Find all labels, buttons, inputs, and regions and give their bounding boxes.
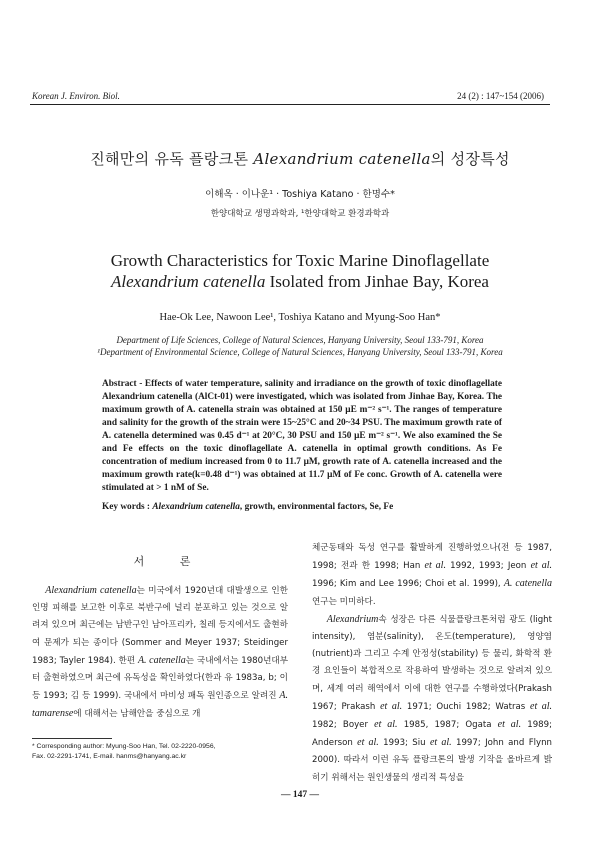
- corresponding-author-footnote: * Corresponding author: Myung-Soo Han, Tel. 02-2220-0956, Fax. 02-2291-1741, E-mail. hanms@hanyang.ac.kr: [32, 743, 216, 760]
- right-paragraph-2: Alexandrium속 성장은 다른 식물플랑크톤처럼 광도 (light intensity), 염분(salinity), 온도(temperature), 영양염 (nutrient)과 그리고 수계 안정성(stability) 등 물리, 화학적 환경 요인들이 복합적으로 작용하여 발생하는 것으로 알려져 있으며, 세계 여러 해역에서 이에 대한 연구를 수행하였다(Prakash 1967; Prakash et al. 1971; Ouchi 1982; Watras et al. 1982; Boyer et al. 1985, 1987; Ogata et al. 1989; Anderson et al. 1993; Siu et al. 1997; John and Flynn 2000). 따라서 이런 유독 플랑크톤의 발생 기작을 올바르게 밝히기 위해서는 원인생물의 생리적 특성을: [312, 613, 553, 783]
- korean-title: 진해만의 유독 플랑크톤 Alexandrium catenella의 성장특성: [90, 150, 510, 168]
- header-rule: [30, 104, 550, 105]
- left-column-text: Alexandrium catenella는 미국에서 1920년대 대발생으로 인한 인명 피해를 보고한 이후로 북반구에 널리 분포하고 있는 것으로 알려져 있으며 최근에는 남반구인 남아프리카, 칠레 등지에서도 출현하여 문제가 되는 종이다 (Sommer and Meyer 1937; Steidinger 1983; Tayler 1984). 한편 A. catenella는 국내에서는 1980년대부터 출현하였으며 최근에 유독성을 확인하였다(한과 유 1983a, b; 이 등 1993; 김 등 1999). 국내에서 마비성 패독 원인종으로 알려진 A. tamarense에 대해서는 남해안을 중심으로 개: [32, 585, 288, 720]
- volume-pages: 24 (2) : 147~154 (2006): [457, 91, 544, 101]
- korean-authors: 이해옥 · 이나운¹ · Toshiya Katano · 한명수*: [205, 189, 395, 200]
- page-number: — 147 —: [281, 790, 319, 800]
- english-authors: Hae-Ok Lee, Nawoon Lee¹, Toshiya Katano and Myung-Soo Han*: [159, 312, 441, 323]
- right-column-text: [312, 540, 552, 787]
- korean-affiliation: 한양대학교 생명과학과, ¹한양대학교 환경과학과: [210, 209, 390, 219]
- english-affiliations: Department of Life Sciences, College of Natural Sciences, Hanyang University, Seoul 133-791, Korea ¹Department of Environmental Science, College of Natural Sciences, Hanyang University, Seoul 133-791, Korea: [97, 335, 503, 357]
- abstract: Abstract - Effects of water temperature, salinity and irradiance on the growth of toxic dinoflagellate Alexandrium catenella (AlCt-01) were investigated, which was isolated from Jinhae Bay, Korea. The maximum growth of A. catenella strain was obtained at 150 μE m⁻² s⁻¹. The ranges of temperature and salinity for the growth of the strain were 15~25°C and 20~34 PSU. The maximum growth rate of A. catenella determined was 0.45 d⁻¹ at 20°C, 30 PSU and 150 μE m⁻² s⁻¹. We also examined the Se and Fe effects on the toxic dinoflagellate A. catenella in optimal growth conditions. As Fe concentration of medium increased from 0 to 11.7 μM, growth rate of A. catenella increased and the maximum growth rate(k=0.48 d⁻¹) was obtained at 11.7 μM of Fe conc. Growth of A. catenella were stimulated at > 1 nM of Se.: [102, 379, 502, 493]
- keywords: Key words : Alexandrium catenella, growth, environmental factors, Se, Fe: [102, 502, 394, 512]
- right-paragraph-1: 체군동태와 독성 연구를 활발하게 진행하였으나(전 등 1987, 1998; 전과 한 1998; Han et al. 1992, 1993; Jeon et al. 1996; Kim and Lee 1996; Choi et al. 1999), A. catenella 연구는 미미하다.: [312, 543, 553, 607]
- english-title: Growth Characteristics for Toxic Marine Dinoflagellate Alexandrium catenella Isolated from Jinhae Bay, Korea: [110, 251, 490, 291]
- journal-name: Korean J. Environ. Biol.: [32, 91, 120, 101]
- footnote-rule: [32, 738, 112, 739]
- section-title-introduction: 서 론: [133, 555, 207, 568]
